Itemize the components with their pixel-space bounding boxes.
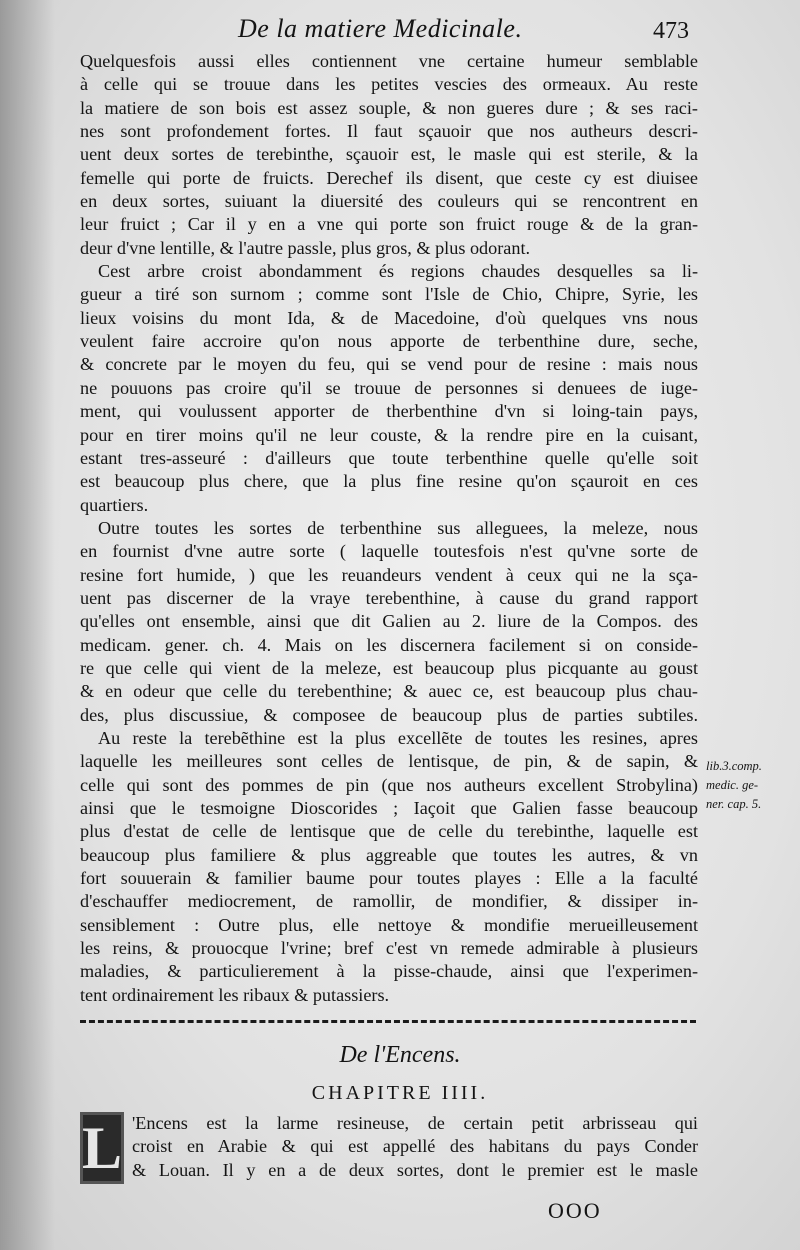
text-line: des, plus discussiue, & composee de beaucoup plus de parties subtiles. xyxy=(80,704,698,725)
text-line: nes sont profondement fortes. Il faut sçauoir que nos autheurs descri- xyxy=(80,121,698,142)
body-text xyxy=(80,50,698,1007)
section-divider xyxy=(80,1020,696,1023)
text-line: est beaucoup plus chere, que la plus fine resine qu'on sçauroit en ces xyxy=(80,471,698,492)
text-line: resine fort humide, ) que les reuandeurs vendent à ceux qui ne la sça- xyxy=(80,564,698,585)
text-line: & Louan. Il y en a de deux sortes, dont le premier est le masle xyxy=(132,1159,698,1180)
text-line: d'eschauffer mediocrement, de ramollir, de mondifier, & dissiper in- xyxy=(80,891,698,912)
text-line: plus d'estat de celle de lentisque que de celle du terebinthe, laquelle est xyxy=(80,821,698,842)
text-line: tent ordinairement les ribaux & putassiers. xyxy=(80,984,390,1005)
section-title: De l'Encens. xyxy=(339,1042,461,1068)
catchword: OOO xyxy=(548,1198,602,1223)
text-line: en deux sortes, suiuant la diuersité des couleurs qui se rencontrent en xyxy=(80,191,698,212)
text-line: en fournist d'vne autre sorte ( laquelle toutesfois n'est qu'vne sorte de xyxy=(80,541,698,562)
text-line: maladies, & particulierement à la pisse-chaude, ainsi que l'experimen- xyxy=(80,961,698,982)
margin-note-line: ner. cap. 5. xyxy=(706,797,762,811)
text-line: leur fruict ; Car il y en a vne qui porte son fruict rouge & de la gran- xyxy=(80,214,698,235)
margin-note xyxy=(706,757,796,814)
text-line: lieux voisins du mont Ida, & de Macedoine, d'où quelques vns nous xyxy=(80,307,698,328)
text-line: quartiers. xyxy=(80,494,149,515)
text-line: laquelle les meilleures sont celles de lentisque, de pin, & de sapin, & xyxy=(80,751,698,772)
text-line: sensiblement : Outre plus, elle nettoye & mondifie merueilleusement xyxy=(80,914,698,935)
text-line: veulent faire accroire qu'on nous apporte de terbenthine dure, seche, xyxy=(80,331,698,352)
text-line: les reins, & prouocque l'vrine; bref c'est vn remede admirable à plusieurs xyxy=(80,938,698,959)
page-number: 473 xyxy=(653,18,689,44)
text-line: fort souuerain & familier baume pour toutes playes : Elle a la faculté xyxy=(80,868,698,889)
margin-note-line: medic. ge- xyxy=(706,778,759,792)
text-line: beaucoup plus familiere & plus aggreable que toutes les autres, & vn xyxy=(80,844,698,865)
text-line: 'Encens est la larme resineuse, de certain petit arbrisseau qui xyxy=(132,1113,698,1133)
text-line: femelle qui porte de fruicts. Derechef ils disent, que ceste cy est diuisee xyxy=(80,167,698,188)
text-line: la matiere de son bois est assez souple, & non gueres dure ; & ses raci- xyxy=(80,97,698,118)
chapter-heading: CHAPITRE IIII. xyxy=(311,1082,489,1104)
text-line: ment, qui voulussent apporter de therbenthine d'vn si loing-tain pays, xyxy=(80,401,698,422)
text-line: à celle qui se trouue dans les petites vescies des ormeaux. Au reste xyxy=(80,74,698,95)
text-line: re que celle qui vient de la meleze, est beaucoup plus picquante au goust xyxy=(80,657,698,678)
text-line: uent deux sortes de terebinthe, sçauoir est, le masle qui est sterile, & la xyxy=(80,144,698,165)
text-line: celle qui sont des pommes de pin (que nos autheurs excellent Strobylina) xyxy=(80,774,698,795)
text-line: medicam. gener. ch. 4. Mais on les discernera facilement si on conside- xyxy=(80,634,698,655)
decorated-initial: L xyxy=(80,1112,124,1184)
text-line: & en odeur que celle du terebenthine; & auec ce, est beaucoup plus chau- xyxy=(80,681,698,702)
text-line: pour en tirer moins qu'il ne leur couste, & la rendre pire en la cuisant, xyxy=(80,424,698,445)
text-line: Outre toutes les sortes de terbenthine sus alleguees, la meleze, nous xyxy=(98,517,698,538)
text-line: Cest arbre croist abondamment és regions chaudes desquelles sa li- xyxy=(98,261,698,282)
margin-note-line: lib.3.comp. xyxy=(706,759,762,773)
text-line: gueur a tiré son surnom ; comme sont l'Isle de Chio, Chipre, Syrie, les xyxy=(80,284,698,305)
text-line: qu'elles ont ensemble, ainsi que dit Galien au 2. liure de la Compos. des xyxy=(80,611,698,632)
text-line: deur d'vne lentille, & l'autre passle, plus gros, & plus odorant. xyxy=(80,237,531,258)
text-line: croist en Arabie & qui est appellé des habitans du pays Conder xyxy=(132,1136,698,1157)
text-line: ainsi que le tesmoigne Dioscorides ; Iaçoit que Galien fasse beaucoup xyxy=(80,798,698,818)
text-line: ne pouuons pas croire qu'il se trouue de personnes si denuees de iuge- xyxy=(80,377,698,398)
running-head: De la matiere Medicinale. xyxy=(238,14,523,43)
text-line: estant tres-asseuré : d'ailleurs que toute terbenthine quelle qu'elle soit xyxy=(80,447,698,468)
text-line: Quelquesfois aussi elles contiennent vne certaine humeur semblable xyxy=(80,51,698,71)
text-line: Au reste la terebẽthine est la plus excellẽte de toutes les resines, apres xyxy=(98,727,698,748)
chapter-text xyxy=(132,1112,698,1182)
text-line: & concrete par le moyen du feu, qui se vend pour de resine : mais nous xyxy=(80,354,698,375)
text-line: uent pas discerner de la vraye terebenthine, à cause du grand rapport xyxy=(80,587,698,608)
